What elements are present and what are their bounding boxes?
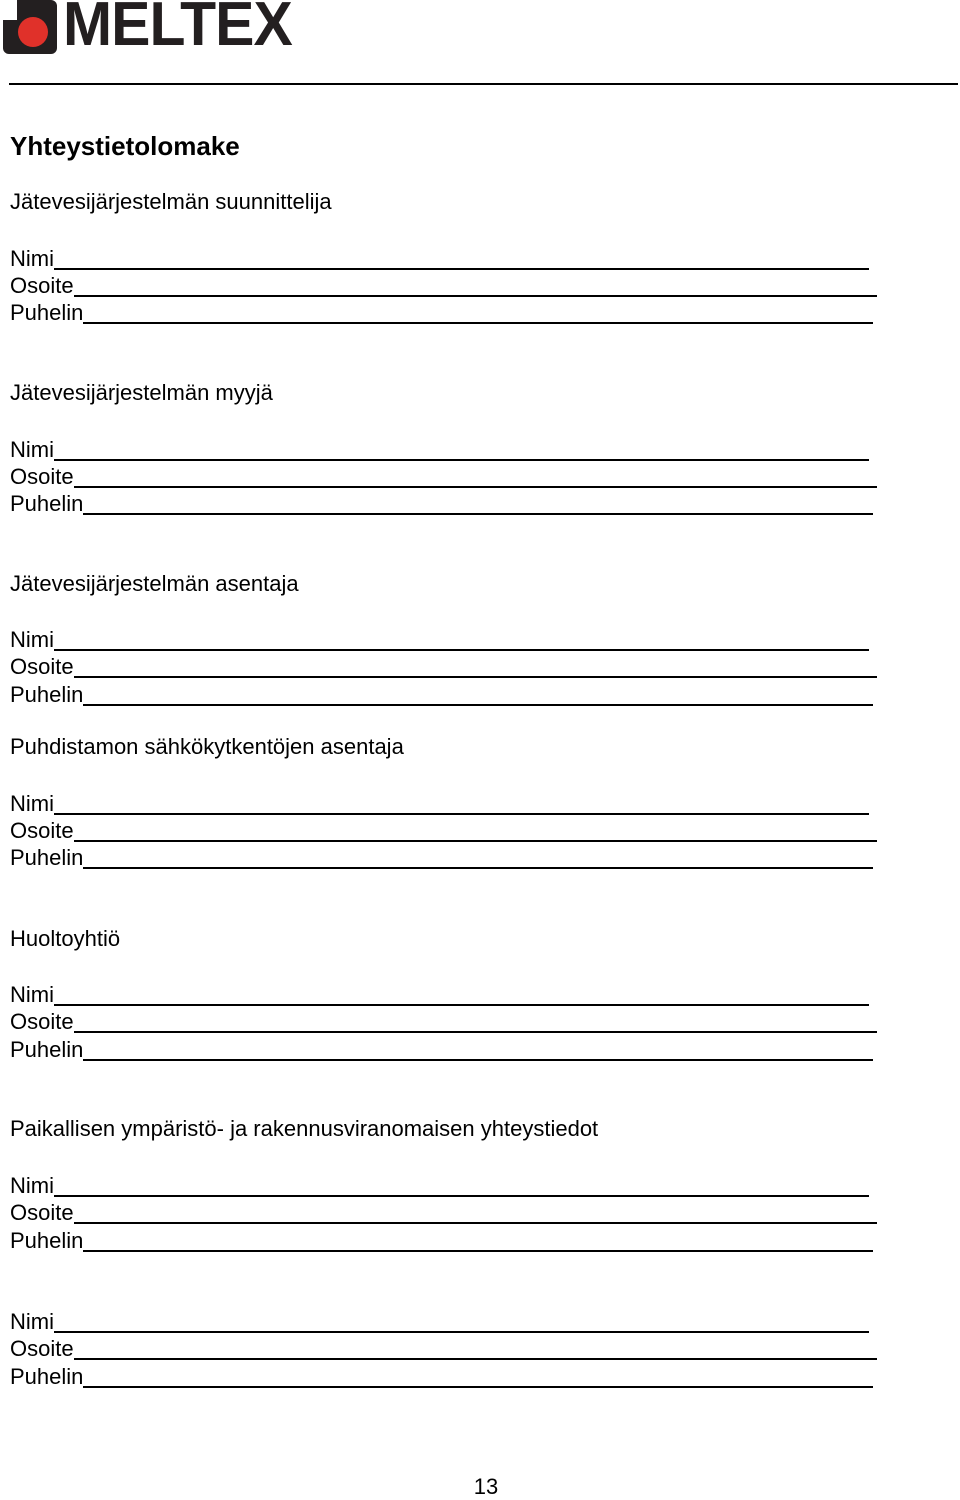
field-label: Nimi xyxy=(10,791,54,816)
fill-in-line[interactable] xyxy=(74,840,877,842)
designer-phone-field[interactable] xyxy=(10,298,873,325)
section-heading-electrical-installer: Puhdistamon sähkökytkentöjen asentaja xyxy=(10,734,404,759)
section-heading-local-authority: Paikallisen ympäristö- ja rakennusviranomaisen yhteystiedot xyxy=(10,1116,599,1141)
field-label: Osoite xyxy=(10,464,74,489)
maintenance-phone-field[interactable] xyxy=(10,1035,873,1062)
field-label: Nimi xyxy=(10,982,54,1007)
authority-name-field[interactable] xyxy=(10,1171,869,1198)
field-label: Nimi xyxy=(10,246,54,271)
seller-phone-field[interactable] xyxy=(10,489,873,516)
fill-in-line[interactable] xyxy=(74,1358,877,1360)
field-label: Puhelin xyxy=(10,1228,84,1253)
brand-name: MELTEX xyxy=(63,0,292,59)
maintenance-address-field[interactable] xyxy=(10,1007,877,1034)
fill-in-line[interactable] xyxy=(83,1250,873,1252)
field-label: Nimi xyxy=(10,1173,54,1198)
extra-phone-field[interactable] xyxy=(10,1362,873,1389)
electrical-installer-address-field[interactable] xyxy=(10,816,877,843)
fill-in-line[interactable] xyxy=(83,1059,873,1061)
fill-in-line[interactable] xyxy=(54,1195,869,1197)
electrical-installer-phone-field[interactable] xyxy=(10,843,873,870)
fill-in-line[interactable] xyxy=(74,1222,877,1224)
section-heading-maintenance-company: Huoltoyhtiö xyxy=(10,926,121,951)
field-label: Osoite xyxy=(10,654,74,679)
field-label: Puhelin xyxy=(10,491,84,516)
fill-in-line[interactable] xyxy=(54,268,869,270)
installer-name-field[interactable] xyxy=(10,625,869,652)
fill-in-line[interactable] xyxy=(83,322,873,324)
field-label: Osoite xyxy=(10,818,74,843)
authority-address-field[interactable] xyxy=(10,1198,877,1225)
section-heading-designer: Jätevesijärjestelmän suunnittelija xyxy=(10,189,332,214)
extra-name-field[interactable] xyxy=(10,1307,869,1334)
section-heading-seller: Jätevesijärjestelmän myyjä xyxy=(10,380,273,405)
installer-address-field[interactable] xyxy=(10,652,877,679)
fill-in-line[interactable] xyxy=(83,1386,873,1388)
field-label: Puhelin xyxy=(10,845,84,870)
field-label: Osoite xyxy=(10,1200,74,1225)
designer-address-field[interactable] xyxy=(10,271,877,298)
fill-in-line[interactable] xyxy=(83,704,873,706)
meltex-logo-icon xyxy=(3,0,57,54)
field-label: Osoite xyxy=(10,1009,74,1034)
seller-name-field[interactable] xyxy=(10,435,869,462)
authority-phone-field[interactable] xyxy=(10,1226,873,1253)
designer-name-field[interactable] xyxy=(10,244,869,271)
fill-in-line[interactable] xyxy=(54,813,869,815)
electrical-installer-name-field[interactable] xyxy=(10,789,869,816)
field-label: Nimi xyxy=(10,627,54,652)
field-label: Puhelin xyxy=(10,300,84,325)
maintenance-name-field[interactable] xyxy=(10,980,869,1007)
field-label: Puhelin xyxy=(10,1364,84,1389)
fill-in-line[interactable] xyxy=(74,486,877,488)
fill-in-line[interactable] xyxy=(54,459,869,461)
field-label: Osoite xyxy=(10,1336,74,1361)
fill-in-line[interactable] xyxy=(83,867,873,869)
field-label: Nimi xyxy=(10,1309,54,1334)
fill-in-line[interactable] xyxy=(54,1331,869,1333)
seller-address-field[interactable] xyxy=(10,462,877,489)
fill-in-line[interactable] xyxy=(74,676,877,678)
header-divider xyxy=(9,83,958,85)
section-heading-installer: Jätevesijärjestelmän asentaja xyxy=(10,571,299,596)
fill-in-line[interactable] xyxy=(74,1031,877,1033)
field-label: Osoite xyxy=(10,273,74,298)
extra-address-field[interactable] xyxy=(10,1334,877,1361)
fill-in-line[interactable] xyxy=(74,295,877,297)
page-number: 13 xyxy=(473,1474,499,1499)
fill-in-line[interactable] xyxy=(54,1004,869,1006)
installer-phone-field[interactable] xyxy=(10,680,873,707)
field-label: Nimi xyxy=(10,437,54,462)
fill-in-line[interactable] xyxy=(83,513,873,515)
fill-in-line[interactable] xyxy=(54,649,869,651)
page-title: Yhteystietolomake xyxy=(10,131,240,161)
field-label: Puhelin xyxy=(10,682,84,707)
meltex-logo xyxy=(3,0,293,59)
field-label: Puhelin xyxy=(10,1037,84,1062)
